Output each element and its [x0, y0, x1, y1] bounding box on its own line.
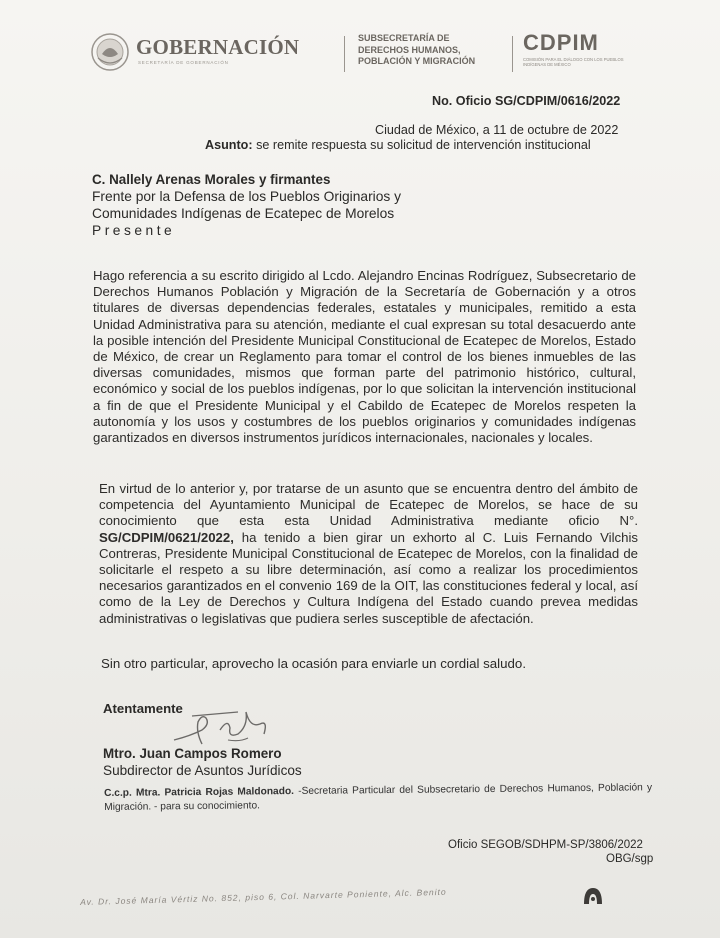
- recipient-name: C. Nallely Arenas Morales y firmantes: [92, 172, 331, 187]
- subsecretaria-label: SUBSECRETARÍA DE DERECHOS HUMANOS, POBLACIÓN Y MIGRACIÓN: [358, 33, 476, 66]
- handwritten-signature: [168, 700, 278, 752]
- atentamente: Atentamente: [103, 701, 183, 716]
- header-divider: [344, 36, 345, 72]
- closing-line: Sin otro particular, aprovecho la ocasión para enviarle un cordial saludo.: [101, 656, 527, 671]
- presente: Presente: [92, 223, 176, 238]
- reference-initials: OBG/sgp: [606, 853, 654, 865]
- signer-name: Mtro. Juan Campos Romero: [103, 746, 282, 761]
- signer-title: Subdirector de Asuntos Jurídicos: [103, 763, 302, 778]
- national-seal-icon: [90, 32, 130, 72]
- body-paragraph-2: En virtud de lo anterior y, por tratarse de un asunto que se encuentra dentro del ámbito de competencia del Ayuntamiento Municipal de Ecatepec de Morelos, se hace de su conocimiento que esta esta Unidad Administrativa mediante oficio N°. SG/CDPIM/0621/2022, ha tenido a bien girar un exhorto al C. Luis Fernando Vilchis Contreras, Presidente Municipal Constitucional de Ecatepec de Morelos, con la finalidad de solicitarle el respeto a su libre determinación, así como a realizar los procedimientos necesarios garantizados en el convenio 169 de la OIT, las constituciones federal y local, así como de la Ley de Derechos y Cultura Indígena del Estado cuando prevea medidas administrativas o legislativas que pudiera serles susceptible de afectación.: [99, 481, 638, 626]
- cdpim-logo-text: CDPIM: [523, 30, 599, 55]
- footer-logo-icon: [582, 884, 604, 906]
- gobernacion-subtitle: SECRETARÍA DE GOBERNACIÓN: [138, 60, 229, 65]
- body-paragraph-1: Hago referencia a su escrito dirigido al Lcdo. Alejandro Encinas Rodríguez, Subsecretario de Derechos Humanos Población y Migración de la Secretaría de Gobernación y a otros titulares de diversas dependencias federales, estatales y municipales, remitido a esta Unidad Administrativa para su atención, mediante el cual expresan su total desacuerdo ante la posible intención del Presidente Municipal Constitucional de Ecatepec de Morelos, Estado de México, de crear un Reglamento para tomar el control de los bienes inmuebles de las diversas comunidades, mismos que forman parte del patrimonio histórico, cultural, económico y social de los pueblos indígenas, por lo que solicitan la intervención institucional a fin de que el Presidente Municipal y el Cabildo de Ecatepec de Morelos respeten la autonomía y los usos y costumbres de los pueblos originarios y comunidades indígenas garantizados en diversos instrumentos jurídicos internacionales, nacionales y locales.: [93, 268, 636, 446]
- place-date: Ciudad de México, a 11 de octubre de 2022: [375, 123, 619, 137]
- header-divider: [512, 36, 513, 72]
- asunto-line: Asunto: se remite respuesta su solicitud de intervención institucional: [205, 138, 591, 152]
- recipient-org-line1: Frente por la Defensa de los Pueblos Originarios y: [92, 189, 402, 204]
- oficio-number: No. Oficio SG/CDPIM/0616/2022: [432, 94, 621, 108]
- footer-address: Av. Dr. José María Vértiz No. 852, piso 6, Col. Narvarte Poniente, Alc. Benito: [80, 886, 447, 907]
- recipient-org-line2: Comunidades Indígenas de Ecatepec de Morelos: [92, 206, 395, 221]
- cdpim-subtitle: COMISIÓN PARA EL DIÁLOGO CON LOS PUEBLOS INDÍGENAS DE MÉXICO: [523, 57, 624, 67]
- letterhead: [88, 28, 648, 80]
- carbon-copy-note: C.c.p. Mtra. Patricia Rojas Maldonado. -Secretaria Particular del Subsecretario de Derechos Humanos, Población y Migración. - para su conocimiento.: [104, 782, 653, 813]
- gobernacion-title: GOBERNACIÓN: [136, 35, 300, 59]
- reference-oficio: Oficio SEGOB/SDHPM-SP/3806/2022: [448, 839, 643, 851]
